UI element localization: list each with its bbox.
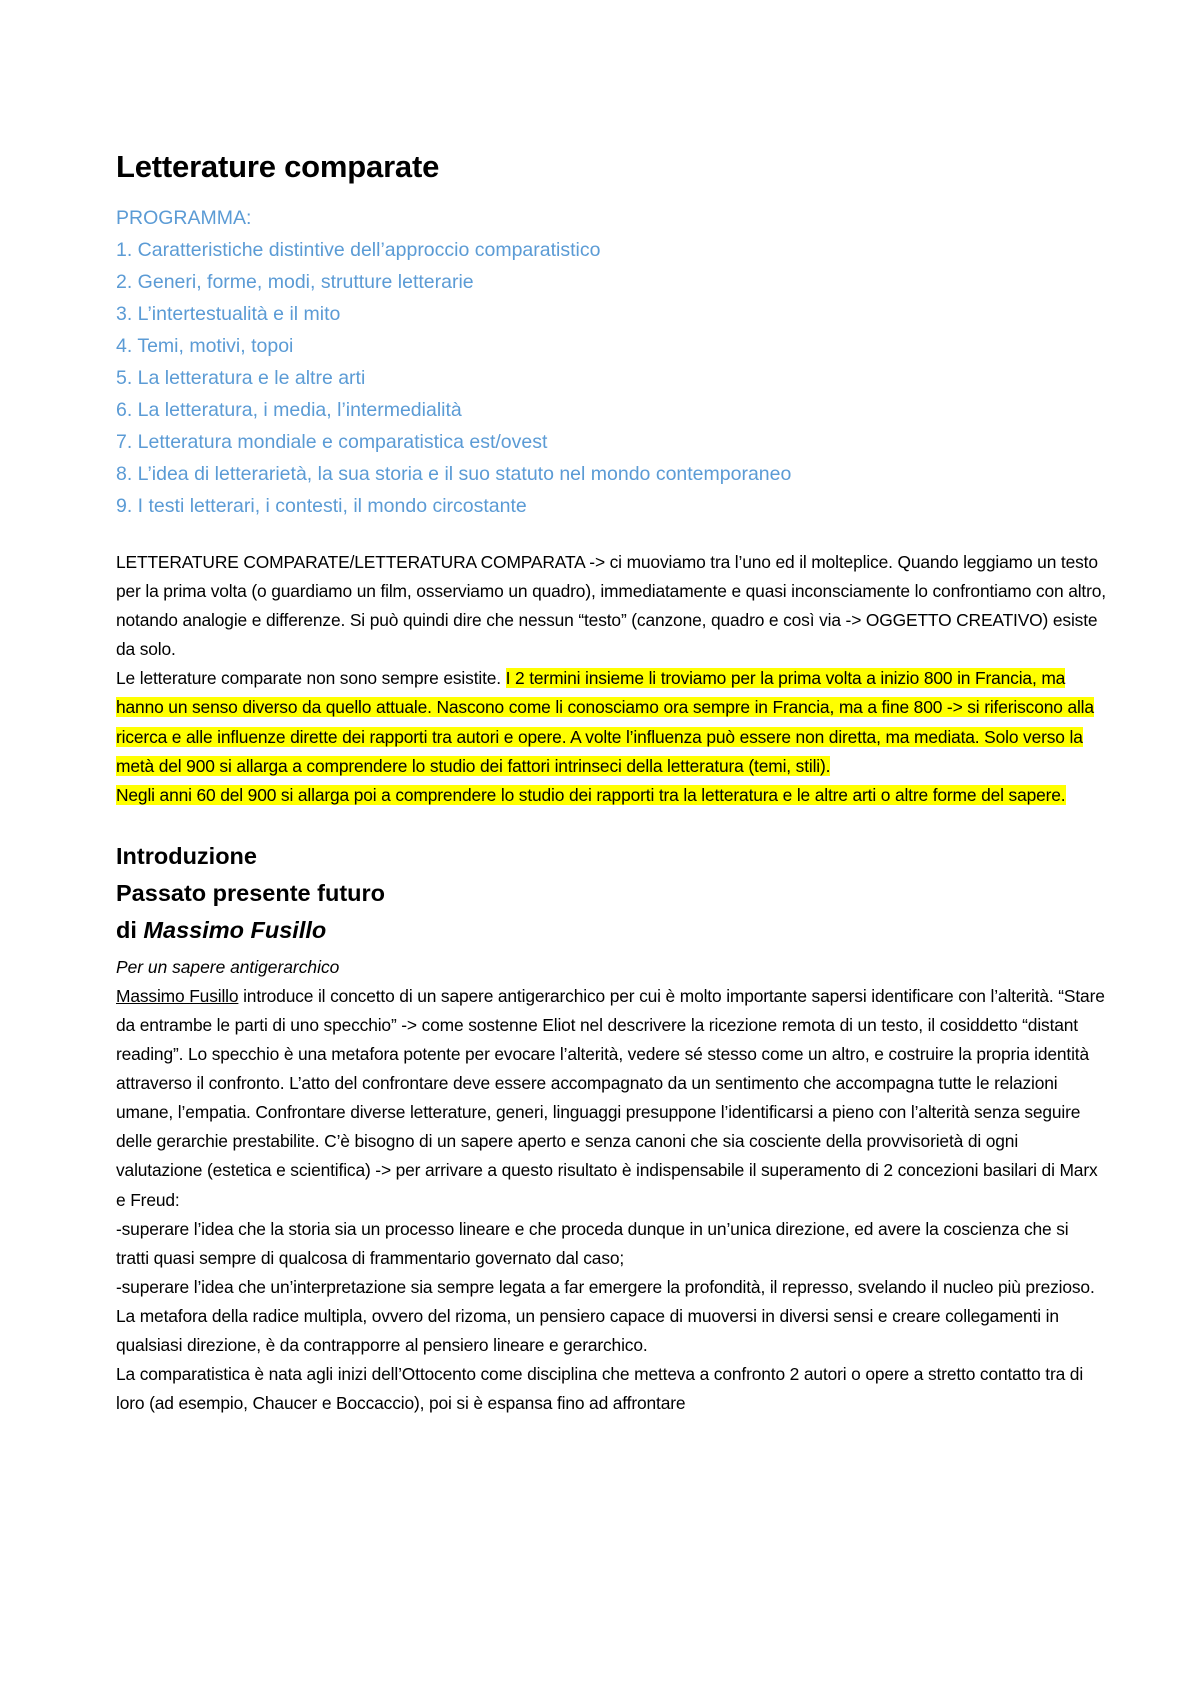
paragraph-rhizome: La metafora della radice multipla, ovvero del rizoma, un pensiero capace di muoversi in diversi sensi e creare collegamenti in qualsiasi direzione, è da contrapporre al pensiero lineare e gerarchico. (116, 1305, 1059, 1355)
subheading: Per un sapere antigerarchico (116, 956, 340, 977)
program-section (116, 202, 1106, 522)
program-item: 4. Temi, motivi, topoi (116, 335, 294, 357)
highlighted-text: I 2 termini insieme li troviamo per la prima volta a inizio 800 in Francia, ma hanno un senso diverso da quello attuale. Nascono come li conosciamo ora sempre in Francia, ma a fine 800 -> si riferiscono alla ricerca e alle influenze dirette dei rapporti tra autori e opere. A volte l’influenza può essere non diretta, ma mediata. Solo verso la metà del 900 si allarga a comprendere lo studio dei fattori intrinseci della letteratura (temi, stili). (116, 668, 1094, 776)
program-item: 7. Letteratura mondiale e comparatistica est/ovest (116, 431, 548, 453)
underlined-author: Massimo Fusillo (116, 985, 239, 1006)
document-content (116, 146, 1106, 1418)
author-prefix: di (116, 916, 144, 943)
paragraph-sixties (116, 781, 1106, 810)
paragraph-antihierarchical-rest: introduce il concetto di un sapere antigerarchico per cui è molto importante sapersi identificare con l’alterità. “Stare da entrambe le parti di uno specchio” -> come sostenne Eliot nel descrivere la ricezione remota di un testo, il cosiddetto “distant reading”. Lo specchio è una metafora potente per evocare l’alterità, vedere sé stesso come un altro, e costruire la propria identità attraverso il confronto. L’atto del confrontare deve essere accompagnato da un sentimento che accompagna tutte le relazioni umane, l’empatia. Confrontare diverse letterature, generi, linguaggi presuppone l’identificarsi a pieno con l’alterità senza seguire delle gerarchie prestabilite. C’è bisogno di un sapere aperto e senza canoni che sia cosciente della provvisorietà di ogni valutazione (estetica e scientifica) -> per arrivare a questo risultato è indispensabile il superamento di 2 concezioni basilari di Marx e Freud: (116, 985, 1105, 1210)
bullet-point: -superare l’idea che un’interpretazione sia sempre legata a far emergere la profondità, il represso, svelando il nucleo più prezioso. (116, 1276, 1095, 1297)
program-item: 3. L’intertestualità e il mito (116, 303, 341, 325)
author-name: Massimo Fusillo (143, 916, 327, 943)
program-item: 2. Generi, forme, modi, strutture letterarie (116, 271, 474, 293)
section-title: Introduzione (116, 842, 257, 869)
program-item: 1. Caratteristiche distintive dell’approccio comparatistico (116, 239, 601, 261)
paragraph-antihierarchical (116, 982, 1106, 1215)
bullet-point: -superare l’idea che la storia sia un processo lineare e che proceda dunque in un’unica direzione, ed avere la coscienza che si tratti quasi sempre di qualcosa di frammentario governato dal caso; (116, 1218, 1069, 1268)
author-line (116, 912, 1106, 949)
chapter-title: Passato presente futuro (116, 879, 386, 906)
program-item: 8. L’idea di letterarietà, la sua storia e il suo statuto nel mondo contemporaneo (116, 463, 792, 485)
program-list (116, 234, 1106, 522)
paragraph-comparative-overview: LETTERATURE COMPARATE/LETTERATURA COMPARATA -> ci muoviamo tra l’uno ed il molteplice. Quando leggiamo un testo per la prima volta (o guardiamo un film, osserviamo un quadro), immediatamente e quasi inconsciamente lo confrontiamo con altro, notando analogie e differenze. Si può quindi dire che nessun “testo” (canzone, quadro e così via -> OGGETTO CREATIVO) esiste da solo. (116, 552, 1106, 660)
paragraph-comparatistica: La comparatistica è nata agli inizi dell’Ottocento come disciplina che metteva a confronto 2 autori o opere a stretto contatto tra di loro (ad esempio, Chaucer e Boccaccio), poi si è espansa fino ad affrontare (116, 1364, 1084, 1414)
paragraph-history-plain: Le letterature comparate non sono sempre esistite. (116, 668, 506, 689)
program-item: 9. I testi letterari, i contesti, il mondo circostante (116, 495, 527, 517)
highlighted-text: Negli anni 60 del 900 si allarga poi a comprendere lo studio dei rapporti tra la letteratura e le altre arti o altre forme del sapere. (116, 784, 1066, 805)
introduction-section (116, 838, 1106, 1418)
program-heading: PROGRAMMA: (116, 207, 252, 229)
program-item: 6. La letteratura, i media, l’intermedialità (116, 399, 462, 421)
program-item: 5. La letteratura e le altre arti (116, 367, 366, 389)
document-title: Letterature comparate (116, 149, 440, 184)
intro-paragraph (116, 548, 1106, 810)
paragraph-history (116, 664, 1106, 780)
